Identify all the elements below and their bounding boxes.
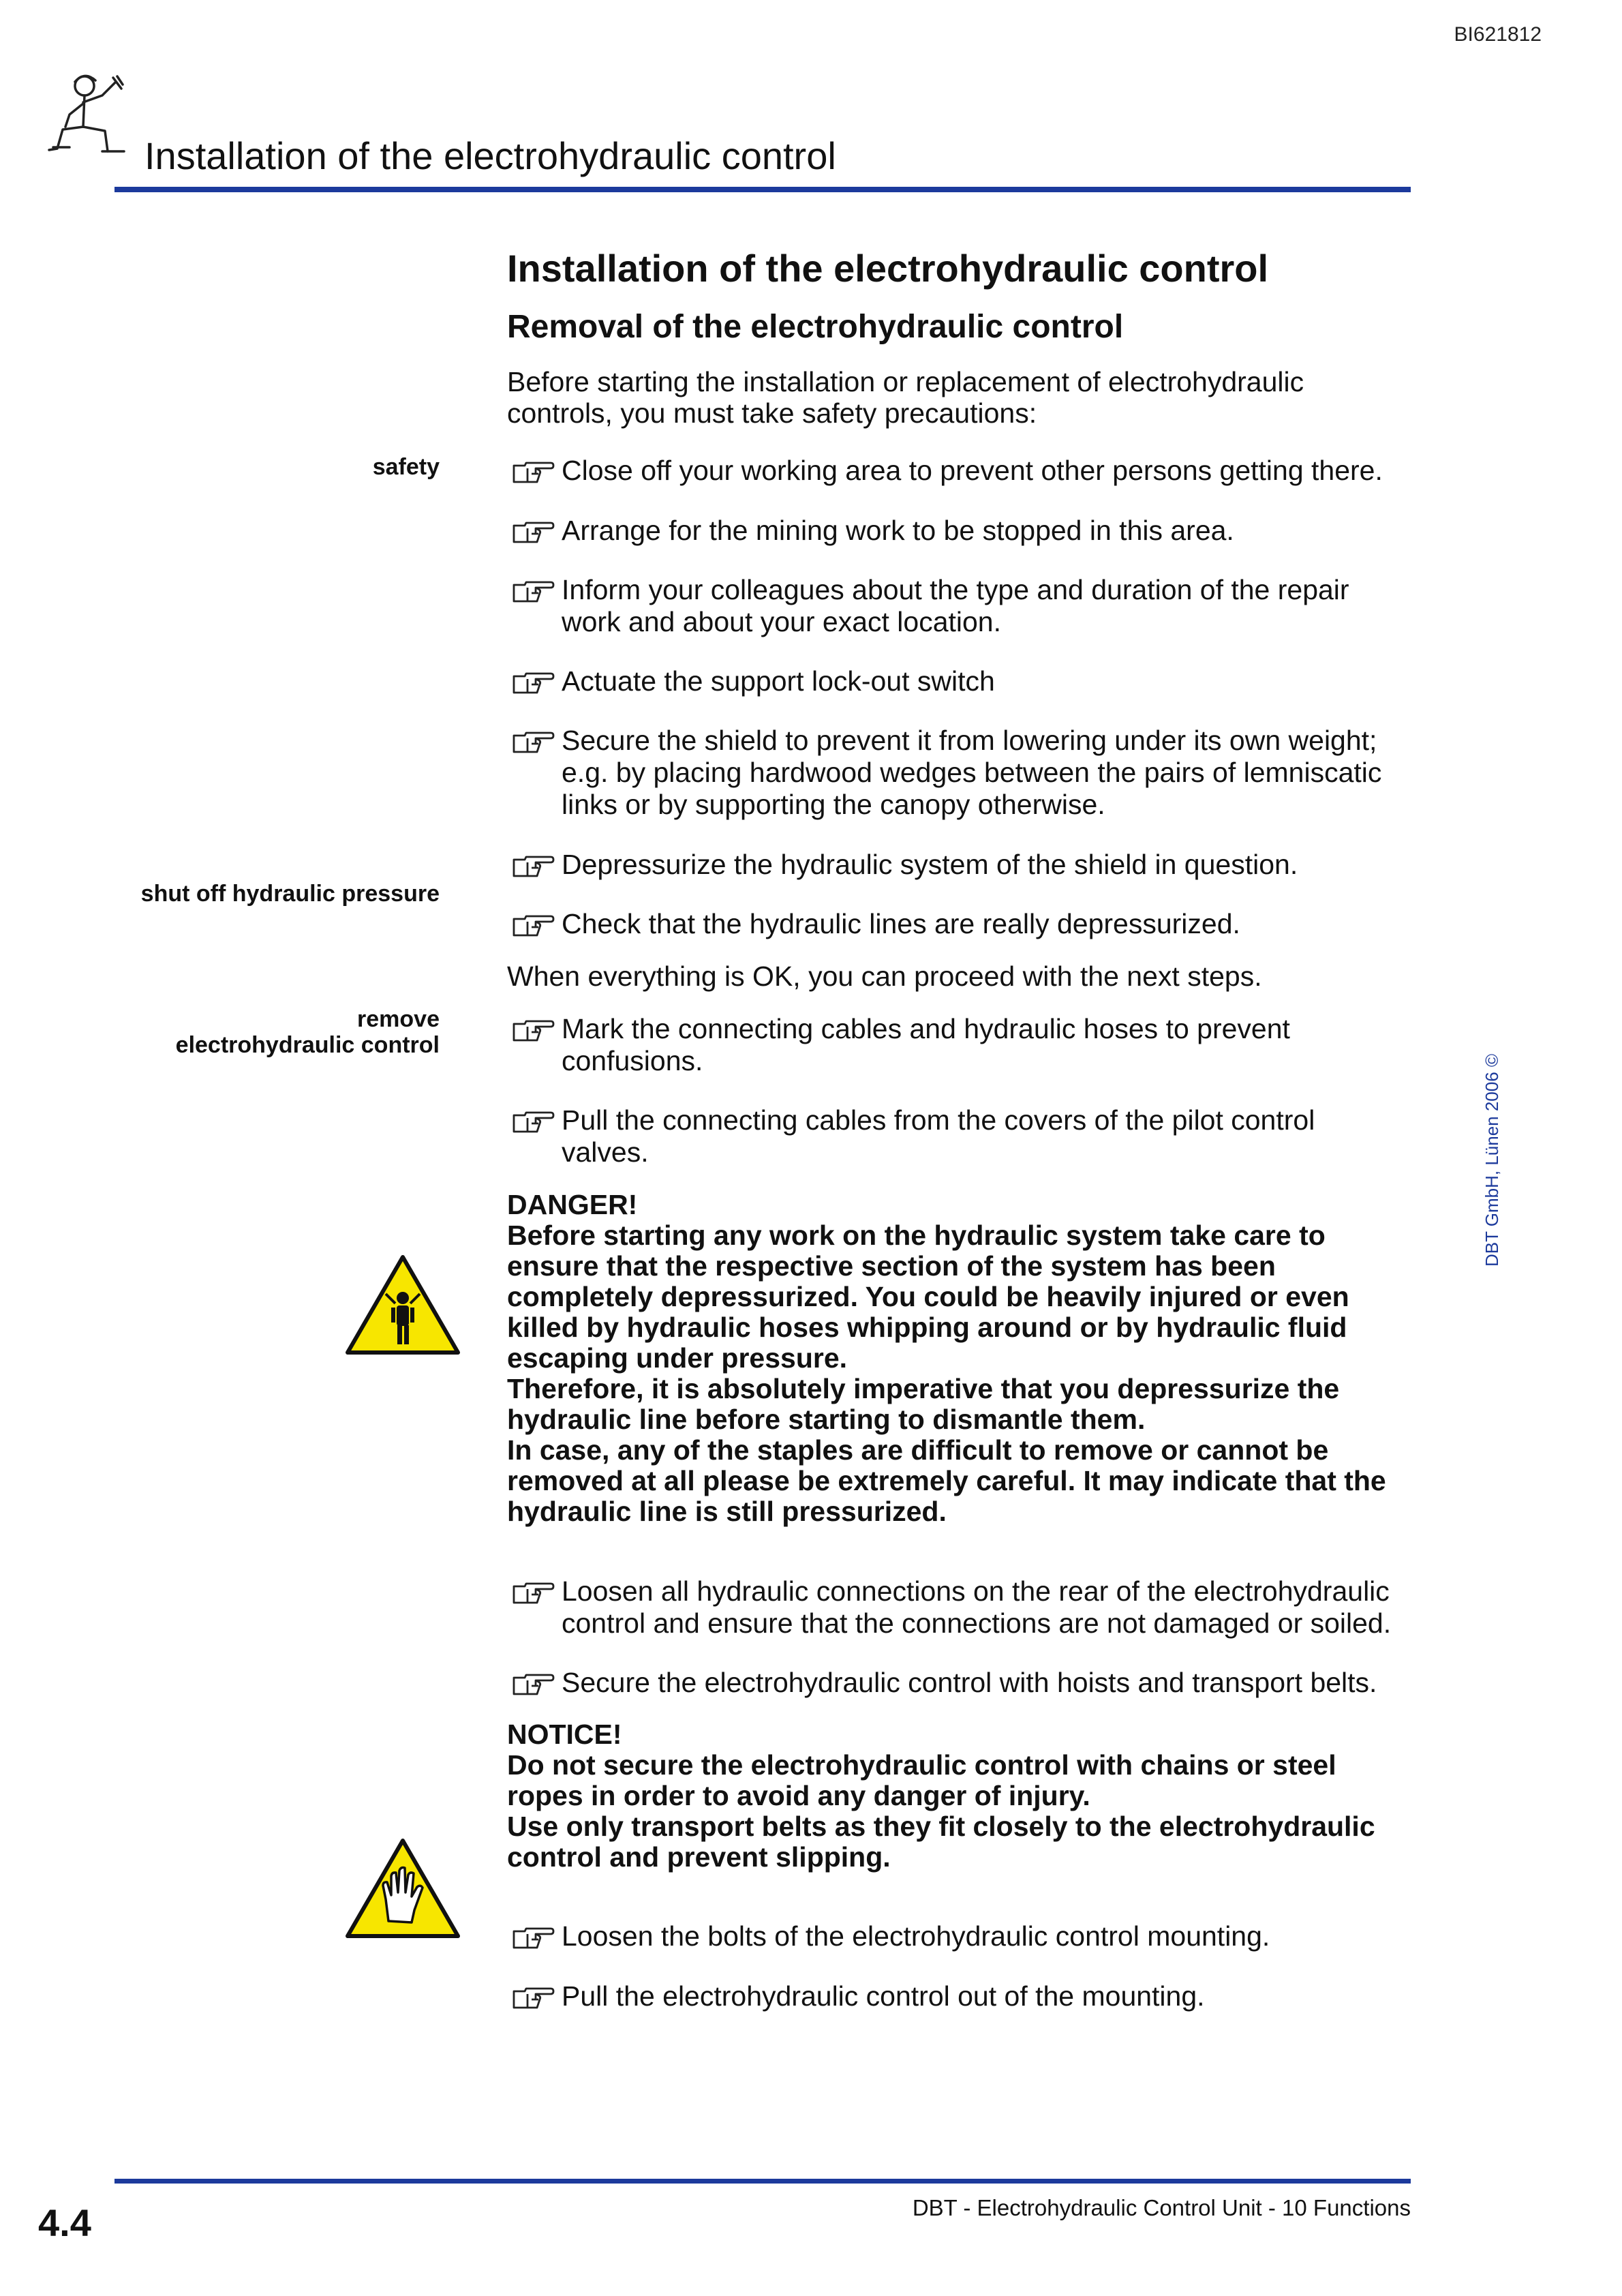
step-text: Inform your colleagues about the type and duration of the repair work and about your exact location. [562, 573, 1349, 637]
footer-rule [114, 2179, 1411, 2184]
proceed-text: When everything is OK, you can proceed with the next steps. [507, 960, 1262, 992]
step-item [507, 1920, 1407, 1952]
danger-line: In case, any of the staples are difficult to remove or cannot be removed at all please be extremely careful. It may indicate that the hydraulic line is still pressurized. [507, 1434, 1386, 1528]
pointing-hand-icon [511, 912, 555, 938]
pointing-hand-icon [511, 1580, 555, 1605]
copyright-text: DBT GmbH, Lünen 2006 © [1482, 1053, 1502, 1267]
step-text: Check that the hydraulic lines are really depressurized. [562, 907, 1240, 939]
margin-note-remove-line-2: electrohydraulic control [175, 1032, 440, 1059]
notice-hand-warning-sign-icon [343, 1837, 462, 1940]
pointing-hand-icon [511, 1984, 555, 2010]
worker-kneeling-icon [42, 61, 144, 170]
step-item [507, 1013, 1407, 1077]
step-text: Actuate the support lock-out switch [562, 665, 995, 697]
step-text: Arrange for the mining work to be stopped in this area. [562, 514, 1234, 546]
notice-title: NOTICE! [507, 1719, 622, 1750]
step-item [507, 908, 1407, 940]
step-item [507, 1980, 1407, 2012]
notice-line: Do not secure the electrohydraulic control with chains or steel ropes in order to avoid any danger of injury. [507, 1749, 1336, 1812]
pointing-hand-icon [511, 519, 555, 545]
step-text: Loosen the bolts of the electrohydraulic control mounting. [562, 1920, 1270, 1952]
step-text: Depressurize the hydraulic system of the shield in question. [562, 848, 1298, 880]
danger-line: Therefore, it is absolutely imperative that you depressurize the hydraulic line before starting to dismantle them. [507, 1373, 1340, 1436]
danger-line: Before starting any work on the hydraulic system take care to ensure that the respective section of the system has been completely depressurized. You could be heavily injured or even killed by hydraulic hoses whipping around or by hydraulic fluid escaping under pressure. [507, 1219, 1349, 1374]
margin-note-shut-off: shut off hydraulic pressure [140, 881, 440, 907]
step-text: Close off your working area to prevent other persons getting there. [562, 455, 1383, 487]
step-item [507, 455, 1407, 487]
step-item [507, 849, 1407, 881]
header-rule [114, 187, 1411, 192]
pointing-hand-icon [511, 729, 555, 755]
step-item [507, 1667, 1407, 1699]
pointing-hand-icon [511, 1017, 555, 1043]
step-item [507, 1104, 1407, 1168]
notice-block [507, 1719, 1407, 1873]
document-id: BI621812 [1454, 23, 1542, 46]
page-title: Installation of the electrohydraulic control [507, 247, 1269, 290]
step-text: Pull the electrohydraulic control out of the mounting. [562, 1980, 1205, 2012]
step-item [507, 725, 1407, 821]
step-text: Secure the shield to prevent it from lowering under its own weight; e.g. by placing hardwood wedges between the pairs of lemniscatic links or by supporting the canopy otherwise. [562, 725, 1382, 821]
pointing-hand-icon [511, 669, 555, 695]
header-title: Installation of the electrohydraulic control [144, 134, 836, 177]
step-text: Secure the electrohydraulic control with hoists and transport belts. [562, 1666, 1377, 1698]
margin-note-remove [176, 1006, 440, 1058]
intro-paragraph: Before starting the installation or replacement of electrohydraulic controls, you must take safety precautions: [507, 365, 1304, 429]
pointing-hand-icon [511, 1924, 555, 1950]
step-item [507, 515, 1407, 547]
danger-title: DANGER! [507, 1188, 638, 1220]
step-item [507, 665, 1407, 697]
pointing-hand-icon [511, 1671, 555, 1697]
danger-warning-sign-icon [343, 1253, 462, 1357]
page-number: 4.4 [38, 2201, 91, 2244]
step-text: Pull the connecting cables from the covers of the pilot control valves. [562, 1104, 1315, 1168]
margin-note-safety: safety [372, 454, 440, 480]
section-subtitle: Removal of the electrohydraulic control [507, 309, 1124, 346]
step-item [507, 1575, 1407, 1640]
copyright-vertical-text [1479, 1050, 1506, 1275]
margin-note-remove-line-1: remove [357, 1006, 440, 1032]
copyright-notice [1479, 1050, 1506, 1275]
step-item [507, 574, 1407, 638]
danger-block [507, 1190, 1407, 1528]
pointing-hand-icon [511, 459, 555, 485]
main-content [507, 245, 1407, 2040]
notice-line: Use only transport belts as they fit closely to the electrohydraulic control and prevent slipping. [507, 1811, 1375, 1873]
step-text: Loosen all hydraulic connections on the rear of the electrohydraulic control and ensure that the connections are not damaged or soiled. [562, 1575, 1392, 1639]
footer-text: DBT - Electrohydraulic Control Unit - 10 Functions [912, 2195, 1411, 2220]
pointing-hand-icon [511, 1108, 555, 1134]
step-text: Mark the connecting cables and hydraulic hoses to prevent confusions. [562, 1012, 1290, 1077]
pointing-hand-icon [511, 578, 555, 604]
pointing-hand-icon [511, 853, 555, 879]
